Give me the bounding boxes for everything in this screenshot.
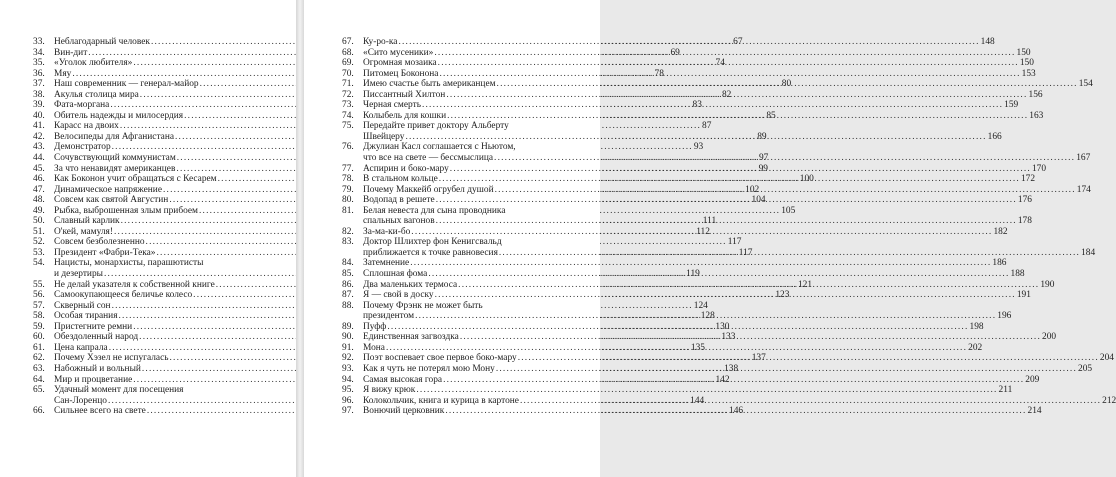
entry-title-line: и дезертиры: [54, 269, 103, 280]
page-number: 93: [693, 142, 704, 153]
entry-number: 85.: [342, 269, 354, 280]
page-number: 174: [1076, 184, 1091, 195]
entry-title-line: Единственная загвоздка: [363, 332, 459, 343]
page-number: 176: [1017, 195, 1032, 206]
entry-title-line: Сплошная фома: [363, 269, 428, 280]
page-number: 190: [1040, 279, 1055, 290]
entry-number: 87.: [342, 290, 354, 301]
entry-number: 48.: [33, 195, 45, 206]
dot-leader: [434, 48, 1015, 59]
entry-number: 36.: [33, 68, 45, 79]
entry-title-line: Водопад в решете: [363, 195, 435, 206]
dot-leader: [450, 164, 1031, 175]
entry-title-line: Как Боконон учит обращаться с Кесарем: [54, 174, 217, 185]
entry-number: 51.: [33, 226, 45, 237]
page-number: 89: [757, 131, 767, 142]
entry-title-line: За что ненавидят американцев: [54, 163, 176, 174]
page-number: 124: [693, 300, 708, 311]
entry-number: 58.: [33, 311, 45, 322]
entry-title-line: Динамическое напряжение: [54, 184, 162, 195]
entry-title-line: Питомец Боконона: [363, 68, 439, 79]
entry-number: 44.: [33, 153, 45, 164]
page-number: 198: [969, 321, 984, 332]
page-number: 128: [700, 311, 715, 322]
entry-title-line: Сочувствующий коммунистам: [54, 153, 176, 164]
entry-title-line: Я вижу крюк: [363, 385, 416, 396]
entry-title-line: Совсем безболезненно: [54, 237, 145, 248]
entry-number: 94.: [342, 374, 354, 385]
page-number: 121: [797, 279, 812, 290]
entry-title-line: Самоокупающееся беличье колесо: [54, 290, 193, 301]
entry-title-line: Черная смерть: [363, 100, 421, 111]
entry-title-line: Затемнение: [363, 258, 410, 269]
page-number: 97: [758, 153, 769, 164]
entry-number: 62.: [33, 353, 45, 364]
page-number: 148: [980, 37, 995, 47]
entry-title-line: что все на свете — бессмыслица: [363, 153, 494, 164]
page-number: 154: [1078, 79, 1093, 90]
dot-leader: [499, 248, 1080, 259]
entry-number: 49.: [33, 205, 45, 216]
entry-title-line: Неблагодарный человек: [54, 37, 150, 47]
page-number: 212: [1102, 395, 1116, 406]
page-number: 105: [781, 205, 796, 216]
dot-leader: [497, 79, 1078, 90]
page-number: 170: [1031, 163, 1047, 174]
entry-number: 93.: [342, 363, 354, 374]
entry-number: 72.: [342, 89, 354, 100]
entry-title-line: спальных вагонов: [363, 216, 435, 227]
entry-title-line: Акулья столица мира: [54, 89, 139, 100]
entry-title-line: Почему Фрэнк не может быть: [363, 300, 483, 311]
page-number: 163: [1029, 110, 1044, 121]
entry-title-line: Колокольчик, книга и курица в картоне: [363, 395, 519, 406]
page-number: 100: [799, 174, 814, 185]
dot-leader: [436, 216, 1017, 227]
page-number: 80: [781, 79, 792, 90]
entry-number: 69.: [342, 58, 354, 69]
entry-title-line: Писсантный Хилтон: [363, 89, 446, 100]
page-number: 117: [727, 237, 742, 248]
page-number: 78: [654, 68, 664, 79]
entry-number: 60.: [33, 332, 45, 343]
entry-title-line: Особая тирания: [54, 311, 118, 322]
entry-title-line: О'кей, мамуля!: [54, 226, 113, 237]
entry-number: 80.: [342, 195, 354, 206]
entry-title-line: Белая невеста для сына проводника: [363, 205, 506, 216]
dot-leader: [458, 280, 1039, 291]
dot-leader: [443, 375, 1024, 386]
entry-title-line: Совсем как святой Августин: [54, 195, 169, 206]
entry-title-line: Вин-дит: [54, 47, 88, 58]
dot-leader: [398, 37, 979, 48]
entry-number: 92.: [342, 353, 354, 364]
page-number: 112: [696, 226, 710, 237]
entry-number: 54.: [33, 258, 45, 269]
dot-leader: [387, 322, 968, 333]
entry-title-line: «Уголок любителя»: [54, 58, 133, 69]
page-number: 188: [1010, 269, 1025, 280]
entry-number: 71.: [342, 79, 354, 90]
toc-entry: [342, 385, 1013, 396]
entry-number: 43.: [33, 142, 45, 153]
entry-number: 47.: [33, 184, 45, 195]
entry-number: 61.: [33, 342, 45, 353]
entry-title-line: Вонючий церковник: [363, 406, 445, 417]
entry-title-line: За-ма-ки-бо: [363, 226, 411, 237]
entry-number: 53.: [33, 247, 45, 258]
entry-title-line: Президент «Фабри-Тека»: [54, 247, 156, 258]
entry-title-line: В стальном кольце: [363, 174, 438, 185]
entry-number: 59.: [33, 321, 45, 332]
entry-number: 42.: [33, 131, 45, 142]
entry-number: 68.: [342, 47, 354, 58]
page-number: 85: [766, 110, 776, 121]
page-number: 135: [690, 342, 705, 353]
entry-title-line: Имею счастье быть американцем: [363, 79, 496, 90]
entry-number: 90.: [342, 332, 354, 343]
entry-title-line: Аспирин и боко-мару: [363, 163, 449, 174]
entry-number: 33.: [33, 37, 45, 47]
entry-number: 95.: [342, 385, 354, 396]
entry-title-line: Мяу: [54, 68, 72, 79]
dot-leader: [460, 332, 1041, 343]
entry-title-line: «Сито мусеники»: [363, 47, 434, 58]
dot-leader: [439, 69, 1020, 80]
dot-leader: [438, 58, 1019, 69]
page-number: 87: [702, 121, 712, 132]
entry-number: 35.: [33, 58, 45, 69]
entry-number: 70.: [342, 68, 354, 79]
page-number: 209: [1025, 374, 1040, 385]
entry-title-line: президентом: [363, 311, 415, 322]
page-number: 138: [724, 363, 739, 374]
dot-leader: [494, 153, 1075, 164]
entry-number: 39.: [33, 100, 45, 111]
entry-number: 74.: [342, 110, 354, 121]
page-number: 214: [1027, 406, 1042, 417]
entry-title-line: Обездоленный народ: [54, 332, 139, 343]
entry-number: 65.: [33, 385, 45, 396]
entry-title-line: Пуфф: [363, 321, 387, 332]
entry-title-line: Обитель надежды и милосердия: [54, 110, 184, 121]
entry-number: 46.: [33, 174, 45, 185]
entry-number: 79.: [342, 184, 354, 195]
page-number: 200: [1042, 332, 1057, 343]
dot-leader: [405, 132, 986, 143]
page-number: 172: [1020, 174, 1035, 185]
entry-number: 77.: [342, 163, 354, 174]
entry-title-line: Набожный и вольный: [54, 363, 141, 374]
dot-leader: [436, 195, 1017, 206]
entry-title-line: Поэт воспевает свое первое боко-мару: [363, 353, 517, 364]
entry-title-line: Самая высокая гора: [363, 374, 443, 385]
entry-title-line: Не делай указателя к собственной книге: [54, 279, 215, 290]
entry-number: 66.: [33, 406, 45, 417]
entry-number: 67.: [342, 37, 354, 47]
entry-title-line: Мир и процветание: [54, 374, 133, 385]
entry-number: 96.: [342, 395, 354, 406]
entry-title-line: Джулиан Касл соглашается с Ньютом,: [363, 142, 516, 153]
entry-title-line: Колыбель для кошки: [363, 110, 447, 121]
entry-title-line: Ку-ро-ка: [363, 37, 398, 47]
page-number: 191: [1016, 290, 1031, 301]
dot-leader: [386, 343, 967, 354]
entry-number: 55.: [33, 279, 45, 290]
page-number: 102: [745, 184, 760, 195]
entry-number: 34.: [33, 47, 45, 58]
entry-number: 81.: [342, 205, 354, 216]
page-number: 205: [1078, 363, 1093, 374]
page-number: 146: [729, 406, 744, 417]
entry-title-line: Цена капрала: [54, 342, 108, 353]
page-number: 156: [1028, 89, 1043, 100]
entry-title-line: Я — свой в доску: [363, 290, 434, 301]
page-number: 117: [738, 247, 753, 258]
entry-title-line: Как я чуть не потерял мою Мону: [363, 363, 495, 374]
page-number: 204: [1099, 353, 1114, 364]
entry-number: 78.: [342, 174, 354, 185]
entry-number: 64.: [33, 374, 45, 385]
dot-leader: [410, 258, 991, 269]
book-gutter: [296, 0, 304, 477]
entry-title-line: Почему Хэзел не испугалась: [54, 353, 169, 364]
entry-number: 86.: [342, 279, 354, 290]
page-number: 202: [968, 342, 983, 353]
entry-number: 76.: [342, 142, 354, 153]
entry-title-line: Мона: [363, 342, 385, 353]
entry-number: 52.: [33, 237, 45, 248]
entry-number: 82.: [342, 226, 354, 237]
page-number: 133: [721, 332, 736, 343]
dot-leader: [439, 174, 1020, 185]
page-number: 104: [751, 195, 766, 206]
dot-leader: [520, 396, 1101, 407]
entry-title-line: Огромная мозаика: [363, 58, 437, 69]
page-number: 130: [715, 321, 730, 332]
dot-leader: [411, 227, 992, 238]
entry-title-line: Рыбка, выброшенная злым прибоем: [54, 205, 198, 216]
entry-number: 63.: [33, 363, 45, 374]
entry-number: 41.: [33, 121, 45, 132]
entry-title-line: Велосипеды для Афганистана: [54, 131, 175, 142]
entry-number: 40.: [33, 110, 45, 121]
entry-title-line: Передайте привет доктору Альберту: [363, 121, 509, 132]
entry-title-line: Два маленьких термоса: [363, 279, 458, 290]
dot-leader: [495, 185, 1076, 196]
page-number: 166: [987, 131, 1002, 142]
entry-title-line: Пристегните ремни: [54, 321, 133, 332]
page-number: 184: [1081, 247, 1096, 258]
entry-title-line: Почему Маккейб огрубел душой: [363, 184, 494, 195]
entry-title-line: Карасс на двоих: [54, 121, 119, 132]
dot-leader: [422, 100, 1003, 111]
entry-title-line: Сан-Лоренцо: [54, 395, 107, 406]
entry-number: 57.: [33, 300, 45, 311]
page-number: 196: [997, 311, 1012, 322]
toc-entry: [342, 258, 1007, 269]
page-number: 167: [1076, 153, 1091, 164]
page-number: 69: [670, 47, 680, 58]
dot-leader: [435, 290, 1016, 301]
entry-number: 89.: [342, 321, 354, 332]
page-number: 144: [690, 395, 705, 406]
entry-title-line: Скверный сон: [54, 300, 111, 311]
page-number: 150: [1016, 47, 1031, 58]
page-number: 111: [702, 216, 717, 227]
entry-number: 50.: [33, 216, 45, 227]
entry-title-line: Славный карлик: [54, 216, 120, 227]
page-number: 186: [992, 258, 1007, 269]
entry-number: 91.: [342, 342, 354, 353]
entry-number: 73.: [342, 100, 354, 111]
entry-number: 84.: [342, 258, 354, 269]
dot-leader: [446, 90, 1027, 101]
entry-number: 38.: [33, 89, 45, 100]
entry-title-line: Сильнее всего на свете: [54, 406, 146, 417]
page-number: 182: [993, 226, 1008, 237]
page-number: 159: [1004, 100, 1019, 111]
entry-title-line: Доктор Шлихтер фон Кенигсвальд: [363, 237, 502, 248]
page-number: 119: [686, 269, 700, 280]
page-number: 83: [692, 100, 702, 111]
page-number: 82: [721, 89, 732, 100]
page-number: 123: [775, 290, 790, 301]
entry-title-line: Нацисты, монархисты, парашютисты: [54, 258, 204, 269]
page-number: 67: [733, 37, 743, 47]
entry-title-line: Демонстратор: [54, 142, 111, 153]
dot-leader: [496, 364, 1077, 375]
entry-number: 56.: [33, 290, 45, 301]
page-number: 153: [1021, 68, 1036, 79]
page-number: 178: [1017, 216, 1032, 227]
entry-title-line: Швейцеру: [363, 131, 405, 142]
page-number: 142: [715, 374, 730, 385]
page-number: 150: [1019, 58, 1034, 69]
entry-number: 83.: [342, 237, 354, 248]
toc-entry: [342, 37, 995, 48]
dot-leader: [518, 353, 1099, 364]
page-number: 211: [998, 385, 1013, 396]
entry-number: 37.: [33, 79, 45, 90]
page-number: 99: [758, 163, 768, 174]
entry-number: 75.: [342, 121, 354, 132]
page-number: 137: [751, 353, 766, 364]
dot-leader: [415, 311, 996, 322]
page-number: 74: [715, 58, 725, 69]
entry-title-line: приближается к точке равновесия: [363, 247, 498, 258]
dot-leader: [447, 111, 1028, 122]
entry-title-line: Наш современник — генерал-майор: [54, 79, 199, 90]
dot-leader: [428, 269, 1009, 280]
entry-title-line: Фата-моргана: [54, 100, 110, 111]
entry-number: 88.: [342, 300, 354, 311]
entry-title-line: Удачный момент для посещения: [54, 385, 184, 396]
dot-leader: [416, 385, 997, 396]
entry-number: 45.: [33, 163, 45, 174]
entry-number: 97.: [342, 406, 354, 417]
dot-leader: [445, 406, 1026, 417]
